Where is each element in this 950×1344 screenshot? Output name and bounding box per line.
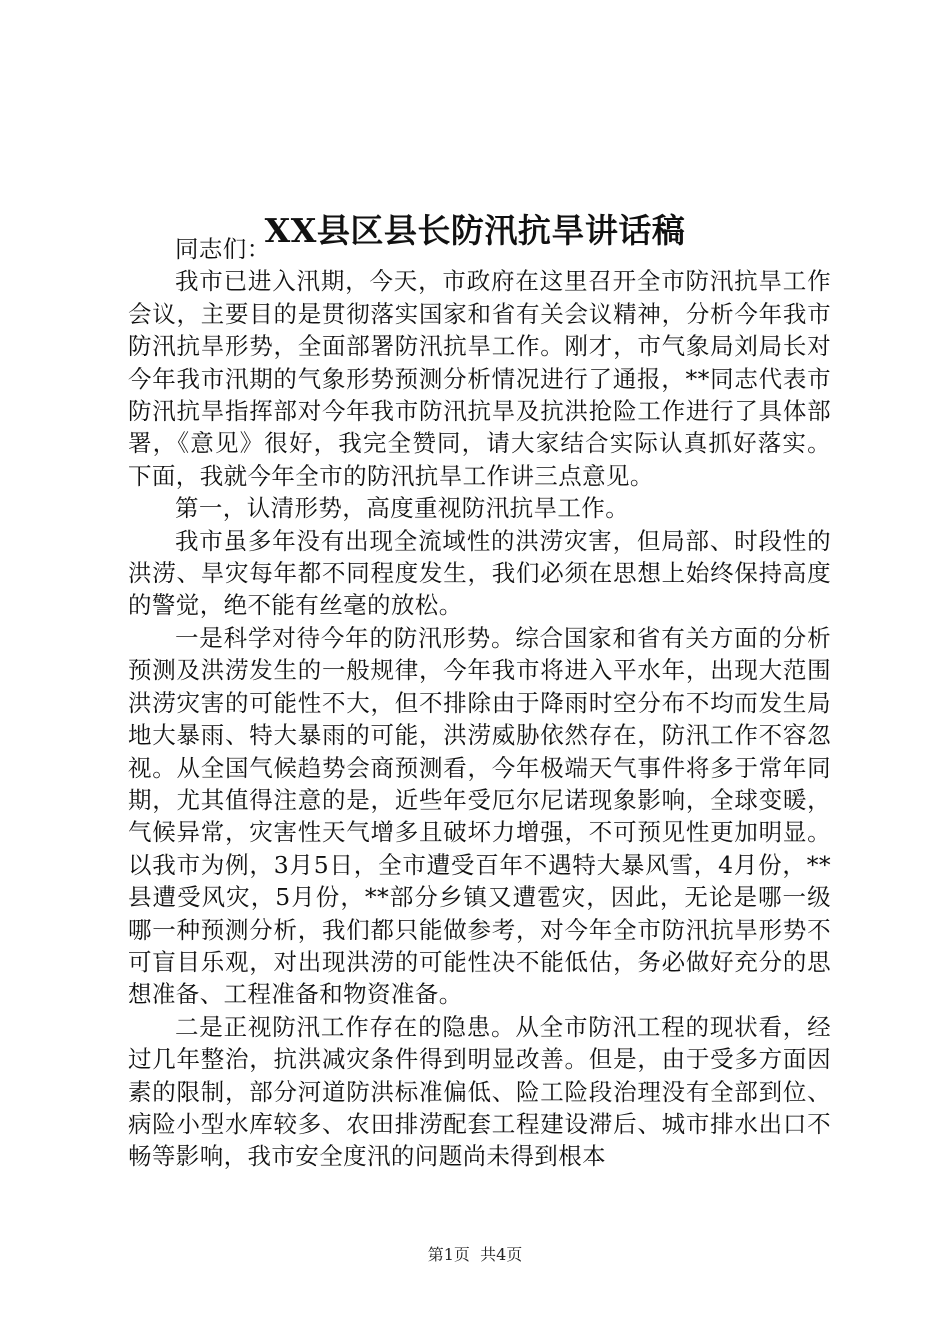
salutation-paragraph: 同志们：	[175, 235, 271, 263]
document-body	[128, 233, 831, 1173]
page-footer	[0, 1244, 950, 1266]
document-title: XX县区县长防汛抗旱讲话稿	[264, 211, 686, 251]
body-paragraph: 我市虽多年没有出现全流域性的洪涝灾害，但局部、时段性的洪涝、旱灾每年都不同程度发生，我们必须在思想上始终保持高度的警觉，绝不能有丝毫的放松。	[128, 526, 831, 620]
section-heading: 第一，认清形势，高度重视防汛抗旱工作。	[175, 494, 630, 523]
footer-separator	[470, 1245, 480, 1264]
body-paragraph: 二是正视防汛工作存在的隐患。从全市防汛工程的现状看，经过几年整治，抗洪减灾条件得到明显改善。但是，由于受多方面因素的限制，部分河道防洪标准偏低、险工险段治理没有全部到位、病险小型水库较多、农田排涝配套工程建设滞后、城市排水出口不畅等影响，我市安全度汛的问题尚未得到根本	[128, 1012, 831, 1171]
page-total: 共4页	[480, 1245, 523, 1264]
body-paragraph: 一是科学对待今年的防汛形势。综合国家和省有关方面的分析预测及洪涝发生的一般规律，今年我市将进入平水年，出现大范围洪涝灾害的可能性不大，但不排除由于降雨时空分布不均而发生局地大暴雨、特大暴雨的可能，洪涝威胁依然存在，防汛工作不容忽视。从全国气候趋势会商预测看，今年极端天气事件将多于常年同期，尤其值得注意的是，近些年受厄尔尼诺现象影响，全球变暖，气候异常，灾害性天气增多且破坏力增强，不可预见性更加明显。以我市为例，3月5日，全市遭受百年不遇特大暴风雪，4月份，**县遭受风灾，5月份，**部分乡镇又遭雹灾，因此，无论是哪一级哪一种预测分析，我们都只能做参考，对今年全市防汛抗旱形势不可盲目乐观，对出现洪涝的可能性决不能低估，务必做好充分的思想准备、工程准备和物资准备。	[128, 623, 831, 1009]
body-paragraph: 我市已进入汛期，今天，市政府在这里召开全市防汛抗旱工作会议，主要目的是贯彻落实国家和省有关会议精神，分析今年我市防汛抗旱形势，全面部署防汛抗旱工作。刚才，市气象局刘局长对今年我市汛期的气象形势预测分析情况进行了通报，**同志代表市防汛抗旱指挥部对今年我市防汛抗旱及抗洪抢险工作进行了具体部署，《意见》很好，我完全赞同，请大家结合实际认真抓好落实。下面，我就今年全市的防汛抗旱工作讲三点意见。	[128, 267, 831, 490]
page-number: 第1页	[427, 1245, 470, 1264]
